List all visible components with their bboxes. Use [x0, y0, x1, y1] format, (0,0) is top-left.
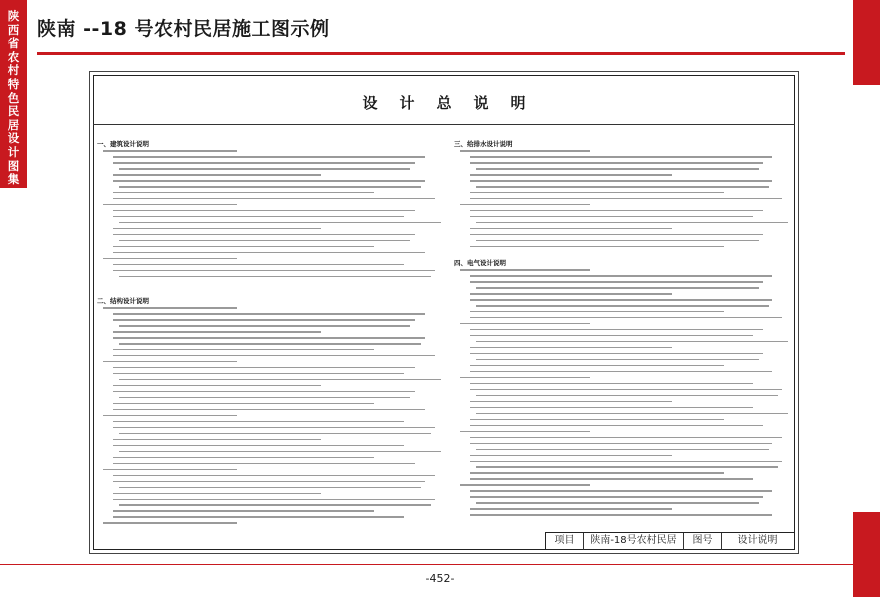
title-block — [545, 532, 795, 550]
side-band-char: 西 — [7, 22, 20, 37]
text-line — [470, 443, 772, 445]
text-line — [113, 337, 425, 339]
text-line — [476, 395, 778, 397]
text-line — [470, 347, 672, 349]
text-line — [470, 299, 772, 301]
text-line — [476, 341, 788, 343]
text-line — [113, 264, 404, 266]
text-line — [113, 463, 415, 465]
text-line — [470, 437, 782, 439]
section-title-electrical: 四、电气设计说明 — [454, 259, 506, 267]
text-line — [476, 186, 769, 188]
text-line — [470, 335, 753, 337]
text-line — [113, 198, 435, 200]
page-number: -452- — [425, 572, 455, 585]
side-band-char: 集 — [7, 172, 20, 187]
text-line — [119, 397, 410, 399]
side-band-char: 省 — [7, 36, 20, 51]
side-band-char: 色 — [7, 90, 20, 105]
text-line — [113, 162, 415, 164]
text-line — [113, 355, 435, 357]
text-line — [113, 475, 435, 477]
plumbing-notes — [460, 150, 785, 252]
text-line — [113, 313, 425, 315]
text-line — [476, 413, 788, 415]
text-line — [113, 331, 321, 333]
text-line — [470, 401, 672, 403]
text-line — [113, 421, 404, 423]
side-band-char: 陕 — [7, 9, 20, 23]
footer-rule — [0, 564, 880, 565]
text-line — [470, 425, 763, 427]
text-line — [470, 490, 772, 492]
text-line — [119, 504, 431, 506]
text-line — [470, 371, 772, 373]
text-line — [113, 445, 404, 447]
text-line — [470, 317, 782, 319]
side-band-char: 农 — [7, 49, 20, 64]
text-line — [476, 240, 759, 242]
text-line — [119, 343, 421, 345]
text-line — [476, 287, 759, 289]
text-line — [113, 252, 425, 254]
text-line — [476, 168, 759, 170]
text-line — [113, 403, 374, 405]
section-title-structure: 二、结构设计说明 — [97, 297, 149, 305]
text-line — [470, 472, 724, 474]
text-line — [476, 359, 759, 361]
text-line — [476, 305, 769, 307]
text-line — [103, 258, 237, 260]
text-line — [470, 234, 763, 236]
text-line — [470, 246, 724, 248]
text-line — [470, 365, 724, 367]
text-line — [113, 457, 374, 459]
section-title-plumbing: 三、给排水设计说明 — [454, 140, 513, 148]
text-line — [119, 222, 441, 224]
text-line — [470, 329, 763, 331]
text-line — [470, 281, 763, 283]
text-line — [470, 174, 672, 176]
text-line — [113, 516, 404, 518]
title-block-project-label: 项目 — [546, 533, 584, 550]
text-line — [113, 499, 435, 501]
text-line — [460, 377, 590, 379]
text-line — [470, 455, 672, 457]
text-line — [119, 325, 410, 327]
text-line — [476, 502, 759, 504]
side-band-char: 居 — [7, 117, 20, 132]
text-line — [113, 246, 374, 248]
text-line — [470, 461, 782, 463]
text-line — [113, 349, 374, 351]
text-line — [470, 478, 753, 480]
text-line — [470, 192, 724, 194]
text-line — [470, 508, 672, 510]
text-line — [119, 168, 410, 170]
title-block-drawing-value: 设计说明 — [737, 535, 778, 546]
text-line — [476, 466, 778, 468]
text-line — [470, 514, 772, 516]
electrical-notes — [460, 269, 785, 520]
text-line — [470, 210, 763, 212]
side-band — [0, 0, 27, 188]
text-line — [470, 407, 753, 409]
text-line — [470, 419, 724, 421]
text-line — [113, 270, 435, 272]
text-line — [113, 319, 415, 321]
side-band-title — [0, 10, 27, 187]
text-line — [103, 415, 237, 417]
text-line — [113, 192, 374, 194]
side-band-char: 村 — [7, 63, 20, 78]
text-line — [113, 234, 415, 236]
text-line — [119, 487, 421, 489]
document-heading: 设计总说明 — [362, 94, 548, 112]
text-line — [113, 228, 321, 230]
text-line — [119, 379, 441, 381]
text-line — [113, 210, 415, 212]
text-line — [113, 481, 425, 483]
text-line — [103, 307, 237, 309]
architecture-notes — [103, 150, 438, 282]
structure-notes — [103, 307, 438, 528]
text-line — [119, 451, 441, 453]
text-line — [470, 275, 772, 277]
title-block-drawing-label: 图号 — [684, 533, 722, 550]
heading-rule — [93, 124, 795, 125]
text-line — [103, 150, 237, 152]
text-line — [470, 216, 753, 218]
side-band-char: 设 — [7, 131, 20, 146]
text-line — [119, 186, 421, 188]
corner-decoration-top — [853, 0, 880, 85]
text-line — [103, 522, 237, 524]
text-line — [476, 449, 769, 451]
text-line — [113, 367, 415, 369]
text-line — [113, 493, 321, 495]
text-line — [460, 431, 590, 433]
text-line — [470, 162, 763, 164]
text-line — [113, 373, 404, 375]
text-line — [470, 156, 772, 158]
text-line — [113, 391, 415, 393]
text-line — [470, 389, 782, 391]
side-band-char: 特 — [7, 76, 20, 91]
text-line — [113, 439, 321, 441]
side-band-char: 计 — [7, 144, 20, 159]
text-line — [476, 222, 788, 224]
text-line — [103, 361, 237, 363]
text-line — [460, 204, 590, 206]
text-line — [460, 269, 590, 271]
text-line — [113, 216, 404, 218]
text-line — [119, 276, 431, 278]
text-line — [470, 228, 672, 230]
text-line — [113, 156, 425, 158]
text-line — [470, 198, 782, 200]
text-line — [470, 311, 724, 313]
text-line — [113, 427, 435, 429]
text-line — [113, 510, 374, 512]
text-line — [470, 353, 763, 355]
text-line — [470, 180, 772, 182]
text-line — [113, 385, 321, 387]
side-band-char: 民 — [7, 104, 20, 119]
text-line — [113, 174, 321, 176]
text-line — [103, 469, 237, 471]
text-line — [460, 323, 590, 325]
side-band-char: 图 — [7, 158, 20, 173]
section-title-architecture: 一、建筑设计说明 — [97, 140, 149, 148]
text-line — [113, 409, 425, 411]
text-line — [119, 433, 431, 435]
text-line — [470, 383, 753, 385]
text-line — [470, 293, 672, 295]
text-line — [460, 484, 590, 486]
title-rule — [37, 52, 845, 55]
text-line — [460, 150, 590, 152]
text-line — [103, 204, 237, 206]
text-line — [470, 496, 763, 498]
title-block-project-value: 陕南-18号农村民居 — [584, 533, 684, 550]
page-title: 陕南 --18 号农村民居施工图示例 — [37, 18, 330, 40]
text-line — [119, 240, 410, 242]
text-line — [113, 180, 425, 182]
